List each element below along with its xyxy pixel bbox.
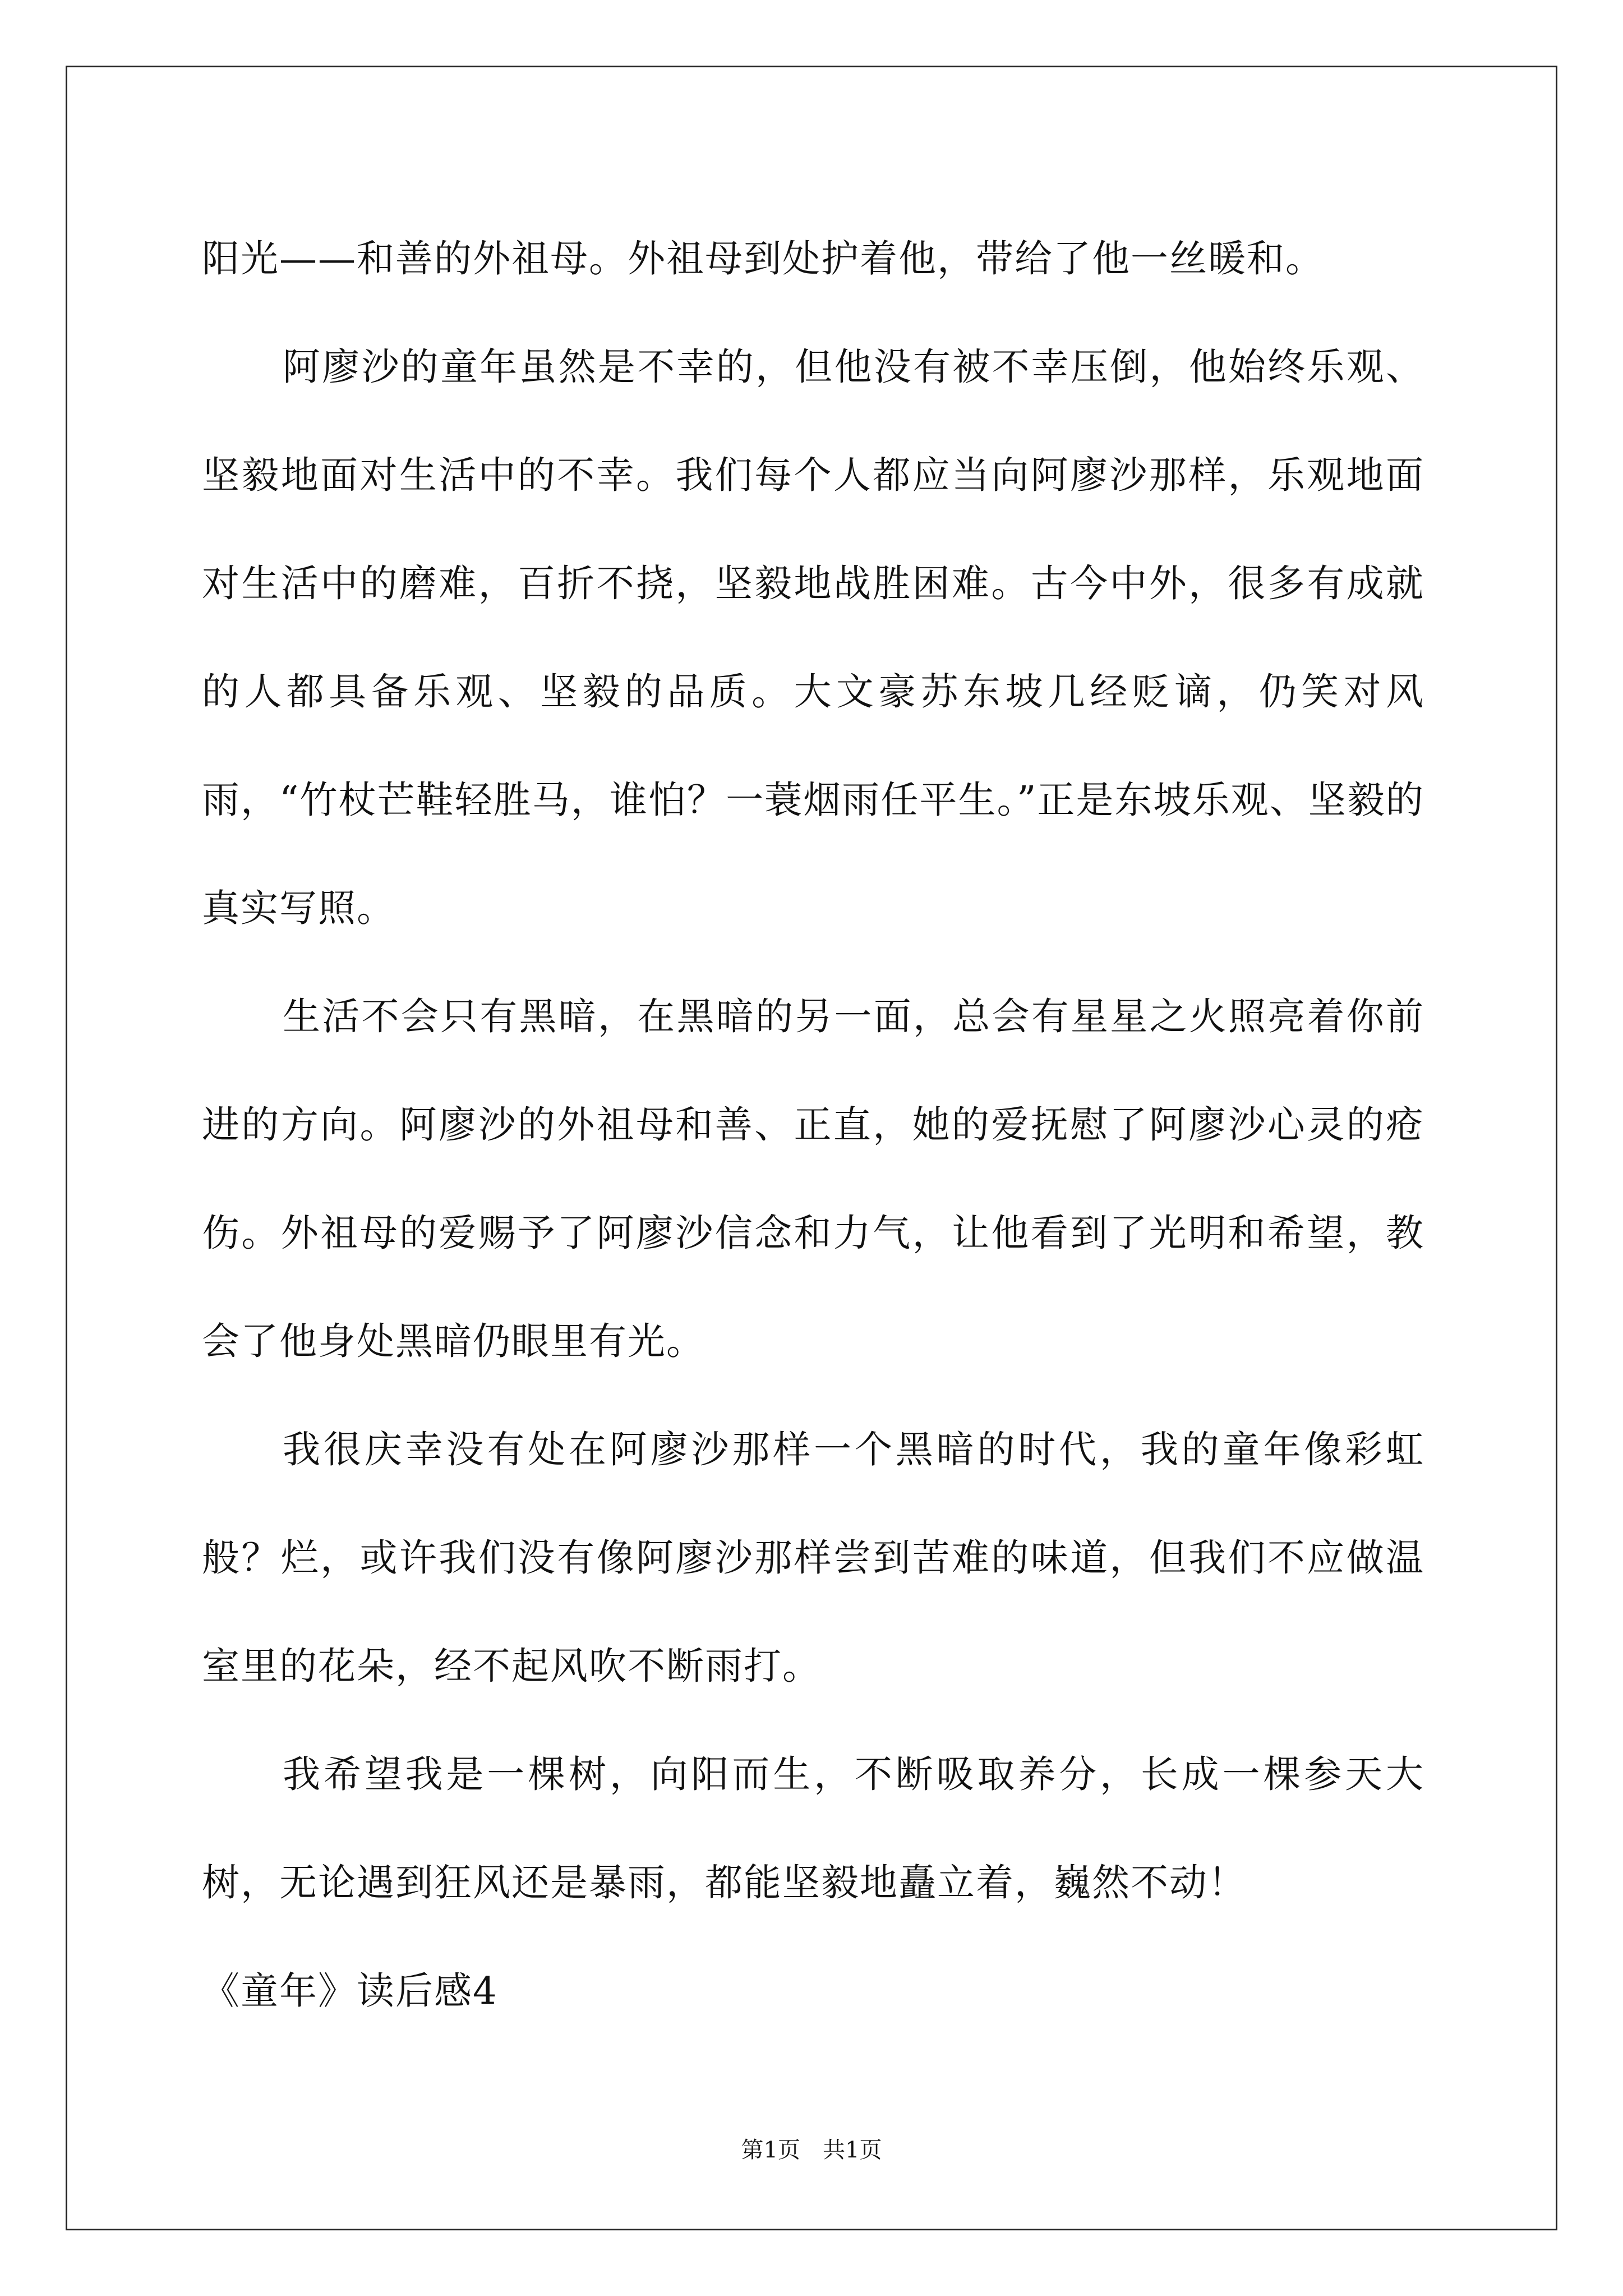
section-heading: 《童年》读后感4 [202, 1969, 498, 2013]
paragraph-3: 生活不会只有黑暗，在黑暗的另一面，总会有星星之火照亮着你前进的方向。阿廖沙的外祖母和善、正直，她的爱抚慰了阿廖沙心灵的疮伤。外祖母的爱赐予了阿廖沙信念和力气，让他看到了光明和希望，教会了他身处黑暗仍眼里有光。 [202, 995, 1424, 1363]
paragraph-1: 阳光——和善的外祖母。外祖母到处护着他，带给了他一丝暖和。 [202, 237, 1324, 280]
paragraph-2: 阿廖沙的童年虽然是不幸的，但他没有被不幸压倒，他始终乐观、坚毅地面对生活中的不幸。我们每个人都应当向阿廖沙那样，乐观地面对生活中的磨难，百折不挠，坚毅地战胜困难。古今中外，很多有成就的人都具备乐观、坚毅的品质。大文豪苏东坡几经贬谪，仍笑对风雨，“竹杖芒鞋轻胜马，谁怕？一蓑烟雨任平生。”正是东坡乐观、坚毅的真实写照。 [202, 345, 1424, 930]
paragraph-5: 我希望我是一棵树，向阳而生，不断吸取养分，长成一棵参天大树，无论遇到狂风还是暴雨，都能坚毅地矗立着，巍然不动！ [202, 1752, 1424, 1904]
document-body [202, 205, 1424, 2045]
page-footer: 第1页 共1页 [741, 2137, 882, 2163]
paragraph-4: 我很庆幸没有处在阿廖沙那样一个黑暗的时代，我的童年像彩虹般？烂，或许我们没有像阿廖沙那样尝到苦难的味道，但我们不应做温室里的花朵，经不起风吹不断雨打。 [202, 1428, 1424, 1688]
